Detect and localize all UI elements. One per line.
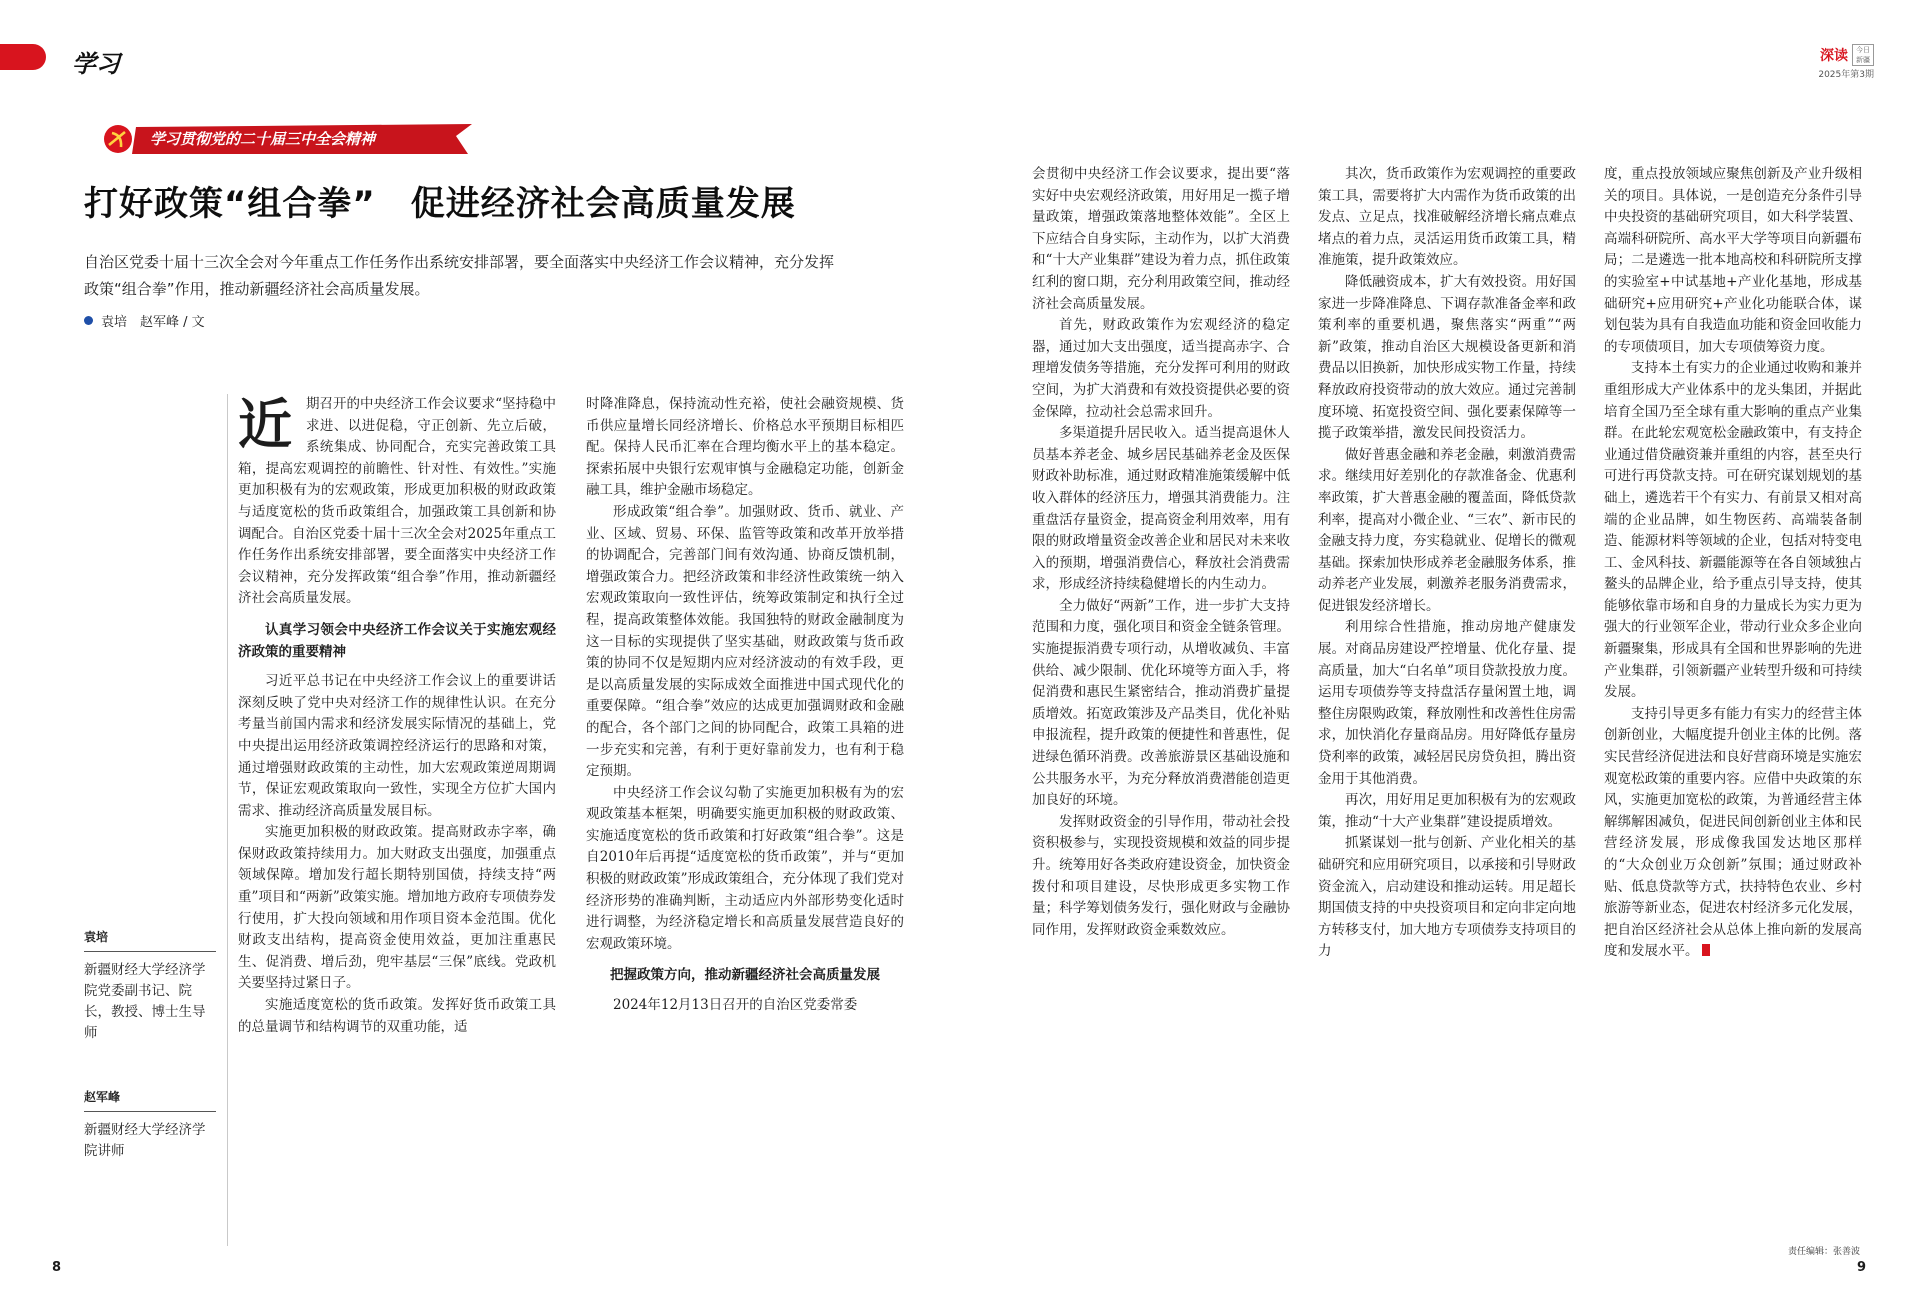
body-column-2 xyxy=(586,394,904,1252)
paragraph xyxy=(1604,704,1862,963)
paragraph: 实施适度宽松的货币政策。发挥好货币政策工具的总量调节和结构调节的双重功能，适 xyxy=(238,997,556,1035)
body-column-3 xyxy=(1032,164,1290,1252)
page-number-right: 9 xyxy=(1856,1260,1866,1275)
paragraph: 抓紧谋划一批与创新、产业化相关的基础研究和应用研究项目，以承接和引导财政资金流入，启动建设和推动运转。用足超长期国债支持的中央投资项目和定向非定向地方转移支付，加大地方专项债券支持项目的力 xyxy=(1318,835,1576,960)
paragraph: 中央经济工作会议勾勒了实施更加积极有为的宏观政策基本框架，明确要实施更加积极的财政政策、实施适度宽松的货币政策和打好政策“组合拳”。这是自2010年后再提“适度宽松的货币政策”，并与“更加积极的财政政策”形成政策组合，充分体现了我们党对经济形势的准确判断，主动适应内外部形势变化适时进行调整，为经济稳定增长和高质量发展营造良好的宏观政策环境。 xyxy=(586,784,904,952)
paragraph: 习近平总书记在中央经济工作会议上的重要讲话深刻反映了党中央对经济工作的规律性认识。在充分考量当前国内需求和经济发展实际情况的基础上，党中央提出运用经济政策调控经济运行的思路和对策，通过增强财政政策的主动性，加大宏观政策逆周期调节，保证宏观政策取向一致性，实现全方位扩大国内需求、推动经济高质量发展目标。 xyxy=(238,673,556,819)
brand-badge: 今日 新疆 xyxy=(1852,44,1874,66)
author-name: 赵军峰 xyxy=(84,1088,216,1112)
paragraph: 会贯彻中央经济工作会议要求，提出要“落实好中央宏观经济政策，用好用足一揽子增量政策，增强政策落地整体效能”。全区上下应结合自身实际，主动作为，以扩大消费和“十大产业集群”建设为着力点，抓住政策红利的窗口期，充分利用政策空间，推动经济社会高质量发展。 xyxy=(1032,166,1290,312)
author-card-1 xyxy=(84,928,216,1044)
paragraph: 做好普惠金融和养老金融，刺激消费需求。继续用好差别化的存款准备金、优惠利率政策，扩大普惠金融的覆盖面，降低贷款利率，提高对小微企业、“三农”、新市民的金融支持力度，夯实稳就业、促增长的微观基础。探索加快形成养老金融服务体系，推动养老产业发展，刺激养老服务消费需求，促进银发经济增长。 xyxy=(1318,446,1576,614)
topic-ribbon xyxy=(96,124,472,154)
byline xyxy=(84,311,205,330)
sidebar-divider xyxy=(227,394,228,1246)
author-name: 袁培 xyxy=(84,928,216,952)
section-heading: 认真学习领会中央经济工作会议关于实施宏观经济政策的重要精神 xyxy=(238,621,556,660)
section-heading: 把握政策方向，推动新疆经济社会高质量发展 xyxy=(610,967,880,984)
paragraph: 利用综合性措施，推动房地产健康发展。对商品房建设严控增量、优化存量、提高质量，加大“白名单”项目贷款投放力度。运用专项债券等支持盘活存量闲置土地，调整住房限购政策，释放刚性和改善性住房需求，加快消化存量商品房。用好降低存量房贷利率的政策，减轻居民房贷负担，腾出资金用于其他消费。 xyxy=(1318,619,1576,787)
author-card-2 xyxy=(84,1088,216,1162)
paragraph: 度，重点投放领域应聚焦创新及产业升级相关的项目。具体说，一是创造充分条件引导中央投资的基础研究项目，如大科学装置、高端科研院所、高水平大学等项目向新疆布局；二是遴选一批本地高校和科研院所支撑的实验室+中试基地+产业化基地，形成基础研究+应用研究+产业化功能联合体，谋划包装为具有自我造血功能和资金回收能力的专项债项目，加大专项债筹资力度。 xyxy=(1604,166,1862,355)
section-marker xyxy=(0,44,46,70)
paragraph: 实施更加积极的财政政策。提高财政赤字率，确保财政政策持续用力。加大财政支出强度，加强重点领域保障。增加发行超长期特别国债，持续支持“两重”项目和“两新”政策实施。增加地方政府专项债券发行使用，扩大投向领域和用作项目资本金范围。优化财政支出结构，提高资金使用效益，更加注重惠民生、促消费、增后劲，兜牢基层“三保”底线。党政机关要坚持过紧日子。 xyxy=(238,824,556,992)
paragraph-text: 支持引导更多有能力有实力的经营主体创新创业，大幅度提升创业主体的比例。落实民营经济促进法和良好营商环境是实施宏观宽松政策的重要内容。应借中央政策的东风，实施更加宽松的政策，为普通经营主体解绑解困减负，促进民间创新创业主体和民营经济发展，形成像我国发达地区那样的“大众创业万众创新”氛围；通过财政补贴、低息贷款等方式，扶持特色农业、乡村旅游等新业态，促进农村经济多元化发展，把自治区经济社会从总体上推向新的发展高度和发展水平。 xyxy=(1604,705,1862,960)
brand-name: 深读 xyxy=(1820,48,1848,64)
magazine-brand xyxy=(1818,44,1874,80)
section-label: 学习 xyxy=(72,50,120,78)
paragraph: 时降准降息，保持流动性充裕，使社会融资规模、货币供应量增长同经济增长、价格总水平预期目标相匹配。保持人民币汇率在合理均衡水平上的基本稳定。探索拓展中央银行宏观审慎与金融稳定功能，创新金融工具，维护金融市场稳定。 xyxy=(586,396,904,499)
byline-text: 袁培 赵军峰 / 文 xyxy=(101,315,205,330)
article-summary: 自治区党委十届十三次全会对今年重点工作任务作出系统安排部署，要全面落实中央经济工作会议精神，充分发挥政策“组合拳”作用，推动新疆经济社会高质量发展。 xyxy=(84,253,835,298)
paragraph: 再次，用好用足更加积极有为的宏观政策，推动“十大产业集群”建设提质增效。 xyxy=(1318,792,1576,830)
paragraph: 首先，财政政策作为宏观经济的稳定器，通过加大支出强度，适当提高赤字、合理增发债务等措施，充分发挥可利用的财政空间，为扩大消费和有效投资提供必要的资金保障，拉动社会总需求回升。 xyxy=(1032,317,1290,420)
editor-credit: 责任编辑：张善波 xyxy=(1787,1247,1860,1257)
drop-cap: 近 xyxy=(238,394,292,456)
body-column-1 xyxy=(238,394,556,1252)
paragraph: 发挥财政资金的引导作用，带动社会投资积极参与，实现投资规模和效益的同步提升。统筹用好各类政府建设资金，加快资金拨付和项目建设，尽快形成更多实物工作量；科学筹划债务发行，强化财政与金融协同作用，发挥财政资金乘数效应。 xyxy=(1032,813,1290,938)
issue-number: 2025年第3期 xyxy=(1818,70,1874,80)
author-desc: 新疆财经大学经济学院党委副书记、院长，教授、博士生导师 xyxy=(84,962,206,1041)
body-column-4 xyxy=(1318,164,1576,1252)
page-number-left: 8 xyxy=(52,1260,62,1275)
body-column-5 xyxy=(1604,164,1862,1244)
paragraph: 2024年12月13日召开的自治区党委常委 xyxy=(613,997,858,1014)
paragraph xyxy=(238,394,556,610)
paragraph: 支持本土有实力的企业通过收购和兼并重组形成大产业体系中的龙头集团，并据此培育全国乃至全球有重大影响的重点产业集群。在此轮宏观宽松金融政策中，有支持企业通过借贷融资兼并重组的内容，甚至央行可进行再贷款支持。可在研究谋划规划的基础上，遴选若干个有实力、有前景又相对高端的企业品牌，如生物医药、高端装备制造、能源材料等领域的企业，包括对特变电工、金风科技、新疆能源等在各自领域独占鳌头的品牌企业，给予重点引导支持，使其能够依靠市场和自身的力量成长为实力更为强大的行业领军企业，带动行业众多企业向新疆聚集，形成具有全国和世界影响的先进产业集群，引领新疆产业转型升级和可持续发展。 xyxy=(1604,360,1862,701)
article-title: 打好政策“组合拳” 促进经济社会高质量发展 xyxy=(84,184,796,224)
author-desc: 新疆财经大学经济学院讲师 xyxy=(84,1122,206,1159)
paragraph: 形成政策“组合拳”。加强财政、货币、就业、产业、区域、贸易、环保、监管等政策和改革开放举措的协调配合，完善部门间有效沟通、协商反馈机制，增强政策合力。把经济政策和非经济性政策统一纳入宏观政策取向一致性评估，统筹政策制定和执行全过程，提高政策整体效能。我国独特的财政金融制度为这一目标的实现提供了坚实基础，财政政策与货币政策的协同不仅是短期内应对经济波动的有效手段，更是以高质量发展的实际成效全面推进中国式现代化的重要保障。“组合拳”效应的达成更加强调财政和金融的配合，各个部门之间的协同配合，政策工具箱的进一步充实和完善，有利于更好靠前发力，也有利于稳定预期。 xyxy=(586,503,904,780)
ribbon-title: 学习贯彻党的二十届三中全会精神 xyxy=(150,130,376,148)
end-mark-icon xyxy=(1702,944,1710,956)
byline-dot-icon xyxy=(84,316,93,325)
paragraph: 其次，货币政策作为宏观调控的重要政策工具，需要将扩大内需作为货币政策的出发点、立足点，找准破解经济增长痛点难点堵点的着力点，灵活运用货币政策工具，精准施策，提升政策效应。 xyxy=(1318,166,1576,269)
paragraph: 降低融资成本，扩大有效投资。用好国家进一步降准降息、下调存款准备金率和政策利率的重要机遇，聚焦落实“两重”“两新”政策，推动自治区大规模设备更新和消费品以旧换新，加快形成实物工作量，持续释放政府投资带动的放大效应。通过完善制度环境、拓宽投资空间、强化要素保障等一揽子政策举措，激发民间投资活力。 xyxy=(1318,273,1576,442)
paragraph-text: 期召开的中央经济工作会议要求“坚持稳中求进、以进促稳，守正创新、先立后破，系统集成、协同配合，充实完善政策工具箱，提高宏观调控的前瞻性、针对性、有效性。”实施更加积极有为的宏观政策，形成更加积极的财政政策与适度宽松的货币政策组合，加强政策工具创新和协调配合。自治区党委十届十三次全会对2025年重点工作任务作出系统安排部署，要全面落实中央经济工作会议精神，充分发挥政策“组合拳”作用，推动新疆经济社会高质量发展。 xyxy=(238,396,556,607)
paragraph: 全力做好“两新”工作，进一步扩大支持范围和力度，强化项目和资金全链条管理。实施提振消费专项行动，从增收减负、丰富供给、减少限制、优化环境等方面入手，将促消费和惠民生紧密结合，推动消费扩量提质增效。拓宽政策涉及产品类目，优化补贴申报流程，提升政策的便捷性和普惠性，促进绿色循环消费。改善旅游景区基础设施和公共服务水平，为充分释放消费潜能创造更加良好的环境。 xyxy=(1032,597,1290,809)
paragraph: 多渠道提升居民收入。适当提高退休人员基本养老金、城乡居民基础养老金及医保财政补助标准，通过财政精准施策缓解中低收入群体的经济压力，增强其消费能力。注重盘活存量资金，提高资金利用效率，用有限的财政增量资金改善企业和居民对未来收入的预期，增强消费信心，释放社会消费需求，形成经济持续稳健增长的内生动力。 xyxy=(1032,425,1290,593)
